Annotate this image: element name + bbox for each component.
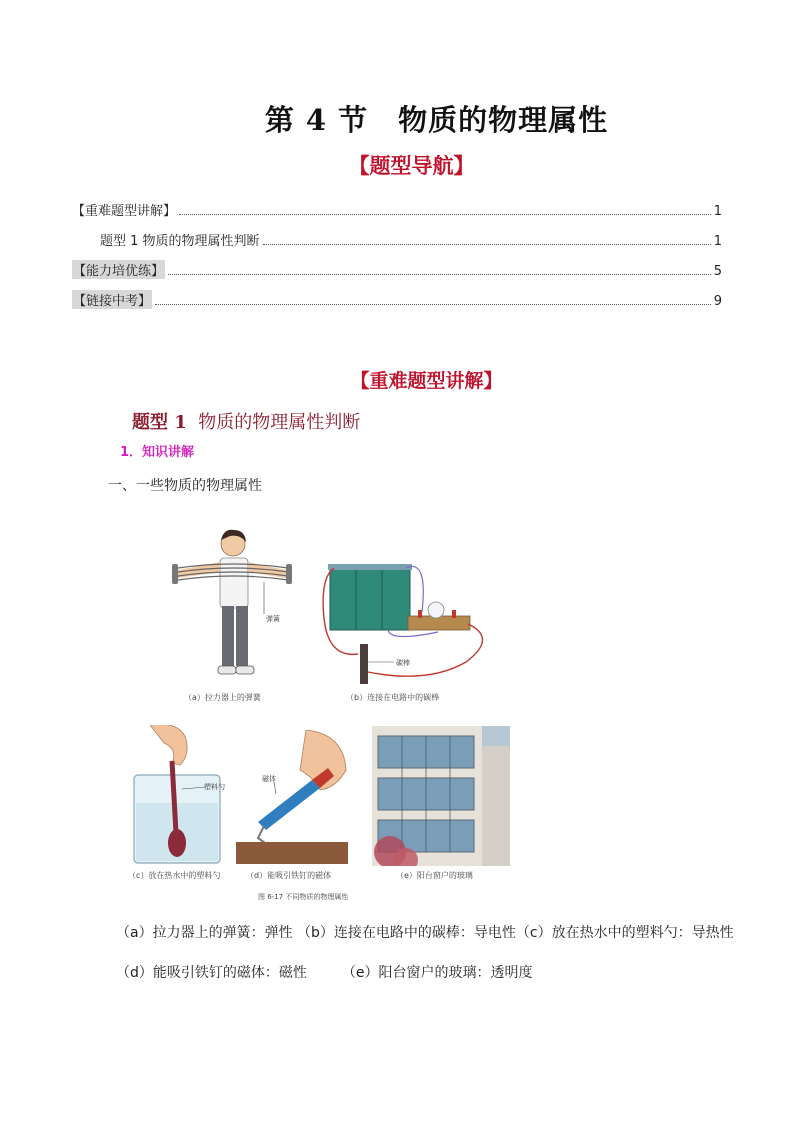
body-line: （d）能吸引铁钉的磁体：磁性 （e）阳台窗户的玻璃：透明度: [116, 965, 533, 981]
figure-b-circuit-illustration: [318, 558, 503, 688]
toc-page: 1: [713, 204, 722, 219]
toc-label: 【重难题型讲解】: [72, 204, 177, 219]
plastic-spoon-label: 塑料勺: [204, 783, 225, 791]
page-title: 第 4 节 物质的物理属性: [264, 103, 609, 137]
toc-entry[interactable]: [72, 289, 722, 309]
carbon-rod-label: 碳棒: [396, 659, 410, 667]
toc-leader: [155, 304, 711, 305]
spring-label: 弹簧: [266, 615, 280, 623]
toc-entry[interactable]: [100, 229, 722, 249]
toc-leader: [168, 274, 711, 275]
figure-a-expander-illustration: [160, 522, 300, 692]
caption-e: （e）阳台窗户的玻璃: [396, 871, 473, 880]
toc-page: 9: [713, 294, 722, 309]
caption-a: （a）拉力器上的弹簧: [184, 693, 261, 702]
toc-label: 题型 1 物质的物理属性判断: [100, 234, 260, 249]
toc-entry[interactable]: [72, 259, 722, 279]
caption-d: （d）能吸引铁钉的磁体: [246, 871, 332, 880]
question-type-name: 物质的物理属性判断: [198, 412, 361, 433]
subheading: 一、一些物质的物理属性: [108, 478, 262, 494]
figure-caption: 图 6-17 不同物质的物理属性: [258, 893, 349, 901]
magnet-label: 磁体: [262, 775, 276, 783]
caption-c: （c）放在热水中的塑料勺: [128, 871, 221, 880]
toc-page: 1: [713, 234, 722, 249]
toc-entry[interactable]: [72, 199, 722, 219]
caption-b: （b）连接在电路中的碳棒: [346, 693, 440, 702]
figure-e-building-photo: [372, 726, 510, 866]
question-type-heading: [132, 408, 360, 434]
toc-page: 5: [713, 264, 722, 279]
figure-d-magnet-illustration: [236, 730, 348, 865]
body-line: （a）拉力器上的弹簧：弹性 （b）连接在电路中的碳棒：导电性（c）放在热水中的塑料勺：导热性: [116, 925, 734, 941]
nav-heading: 【题型导航】: [348, 153, 475, 178]
section-heading: 【重难题型讲解】: [350, 370, 503, 392]
toc-label: 【链接中考】: [72, 290, 152, 309]
question-type-prefix: 题型 1: [132, 412, 187, 433]
knowledge-label: 1．知识讲解: [120, 445, 195, 460]
toc-leader: [263, 244, 711, 245]
toc-label: 【能力培优练】: [72, 260, 165, 279]
toc-leader: [179, 214, 711, 215]
figure-c-beaker-illustration: [120, 725, 240, 870]
